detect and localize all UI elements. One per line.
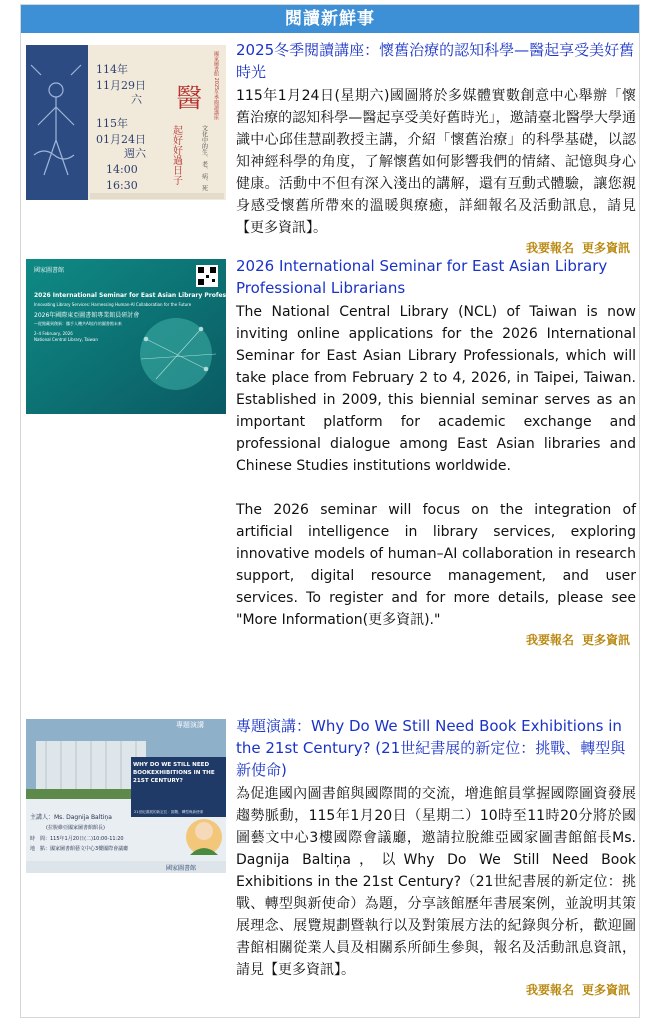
- thumb-date1: 11月29日: [96, 79, 146, 92]
- thumb-zh: 21世紀書展的新定位：挑戰、轉型與新使命: [134, 810, 204, 814]
- news-item: [21, 255, 639, 715]
- news-description: 為促進國內圖書館與國際間的交流，增進館員掌握國際圖資發展趨勢脈動，115年1月20日（星期二）10時至11時20分將於國圖藝文中心3樓國際會議廳，邀請拉脫維亞國家圖書館館長Ms. Dagnija Baltiņa，以Why Do We Still Need Book Exhibitions in the 21st Century?（21世紀書展的新定位：挑戰、轉型與新使命）為題，分享該館歷年書展案例，並說明其策展理念、展覽規劃暨執行以及對策展方法的紀錄與分析，歡迎圖書館相關從業人員及相關系所師生參與，報名及活動訊息資訊，請見【更多資訊】。: [236, 786, 636, 978]
- news-content: [236, 39, 636, 256]
- news-actions: [236, 632, 636, 648]
- thumb-time1: 14:00: [106, 163, 138, 176]
- news-description: [236, 301, 636, 631]
- thumb-day2: 週六: [124, 147, 146, 160]
- thumb-day1: 六: [131, 93, 142, 106]
- news-content: [236, 255, 636, 648]
- more-info-link[interactable]: 更多資訊: [581, 241, 630, 255]
- thumb-place: National Central Library, Taiwan: [34, 337, 98, 342]
- thumb-org: 國家圖書館: [34, 267, 65, 274]
- news-paragraph: The 2026 seminar will focus on the integration of artificial intelligence in library services, exploring innovative models of human–AI collaboration in research support, digital resource management, and user services. To register and for more details, please see "More Information(更多資訊).": [236, 502, 636, 628]
- thumb-vert: 文化中的生、老、病、死: [200, 125, 208, 191]
- more-info-link[interactable]: 更多資訊: [581, 983, 630, 997]
- thumb-sub: Innovating Library Services: Harnessing Human-AI Collaboration for the Future: [34, 302, 192, 307]
- thumbnail-image-3: [26, 719, 226, 873]
- thumbnail-image-1: [26, 45, 226, 200]
- thumb-time2: 16:30: [106, 179, 138, 192]
- more-info-link[interactable]: 更多資訊: [581, 633, 630, 647]
- thumb-zh2: —從館藏到創新：攜手人機共AI協作的圖書館未來: [34, 321, 122, 326]
- thumb-subtitle: 起好好過日子: [170, 125, 182, 185]
- news-title-link[interactable]: 專題演講：Why Do We Still Need Book Exhibitions in the 21st Century? (21世紀書展的新定位：挑戰、轉型與新使命): [236, 717, 626, 779]
- register-link[interactable]: 我要報名: [525, 633, 574, 647]
- news-thumbnail[interactable]: [26, 719, 226, 873]
- thumb-speaker2: (拉脫維亞國家圖書館館長): [46, 825, 105, 831]
- thumb-headline: WHY DO WE STILL NEED BOOKEXHIBITIONS IN THE 21ST CENTURY?: [133, 762, 215, 784]
- register-link[interactable]: 我要報名: [525, 241, 574, 255]
- thumb-headline: 2026 International Seminar for East Asian Library Professional Librarians:: [34, 292, 285, 299]
- news-item: [21, 35, 639, 255]
- news-item: [21, 715, 639, 1019]
- news-thumbnail[interactable]: [26, 45, 226, 200]
- thumb-year2: 115年: [96, 117, 128, 130]
- news-paragraph: The National Central Library (NCL) of Taiwan is now inviting online applications for the 2026 International Seminar for East Asian Library Professionals, which will take place from February 2 to 4, 2026, in Taipei, Taiwan. Established in 2009, this biennial seminar serves as an important platform for academic exchange and professional dialogue among East Asian libraries and Chinese Studies institutions worldwide.: [236, 304, 636, 474]
- news-panel: [20, 4, 640, 1018]
- thumb-tag: 專題演講: [176, 721, 204, 729]
- news-thumbnail[interactable]: [26, 259, 285, 414]
- thumb-time: 時 間：115年1月20日(二)10:00-11:20: [30, 836, 124, 842]
- news-actions: [236, 240, 636, 256]
- news-description: 115年1月24日(星期六)國圖將於多媒體實數創意中心舉辦「懷舊治療的認知科學—醫起享受美好舊時光」，邀請臺北醫學大學通識中心邱佳慧副教授主講，介紹「懷舊治療」的科學基礎，以認知神經科學的角度，了解懷舊如何影響我們的情緒、記憶與身心健康。活動中不但有深入淺出的講解，還有互動式體驗，讓您親身感受懷舊所帶來的溫暖與療癒，詳細報名及活動訊息，請見【更多資訊】。: [236, 88, 636, 236]
- thumb-org: 國家圖書館: [166, 865, 197, 872]
- thumbnail-image-2: [26, 259, 285, 414]
- thumb-date: 2–4 February, 2026: [34, 331, 73, 336]
- section-header: 閱讀新鮮事: [21, 5, 639, 33]
- news-actions: [236, 982, 636, 998]
- thumb-zh: 2026年國際東亞圖書館專業館員研討會: [34, 312, 140, 319]
- thumb-year1: 114年: [96, 63, 128, 76]
- thumb-place: 地 點：國家圖書館藝文中心3樓國際會議廳: [30, 846, 129, 852]
- news-title-link[interactable]: 2026 International Seminar for East Asian Library Professional Librarians: [236, 257, 608, 297]
- thumb-date2: 01月24日: [96, 133, 146, 146]
- thumb-banner: 國家圖書館 2025冬季閱讀講座: [213, 51, 219, 121]
- register-link[interactable]: 我要報名: [525, 983, 574, 997]
- thumb-speaker: 主講人：Ms. Dagnija Baltiņa: [30, 814, 112, 821]
- news-content: [236, 715, 636, 998]
- thumb-big-char: 醫: [176, 84, 203, 114]
- news-title-link[interactable]: 2025冬季閱讀講座：懷舊治療的認知科學—醫起享受美好舊時光: [236, 41, 635, 81]
